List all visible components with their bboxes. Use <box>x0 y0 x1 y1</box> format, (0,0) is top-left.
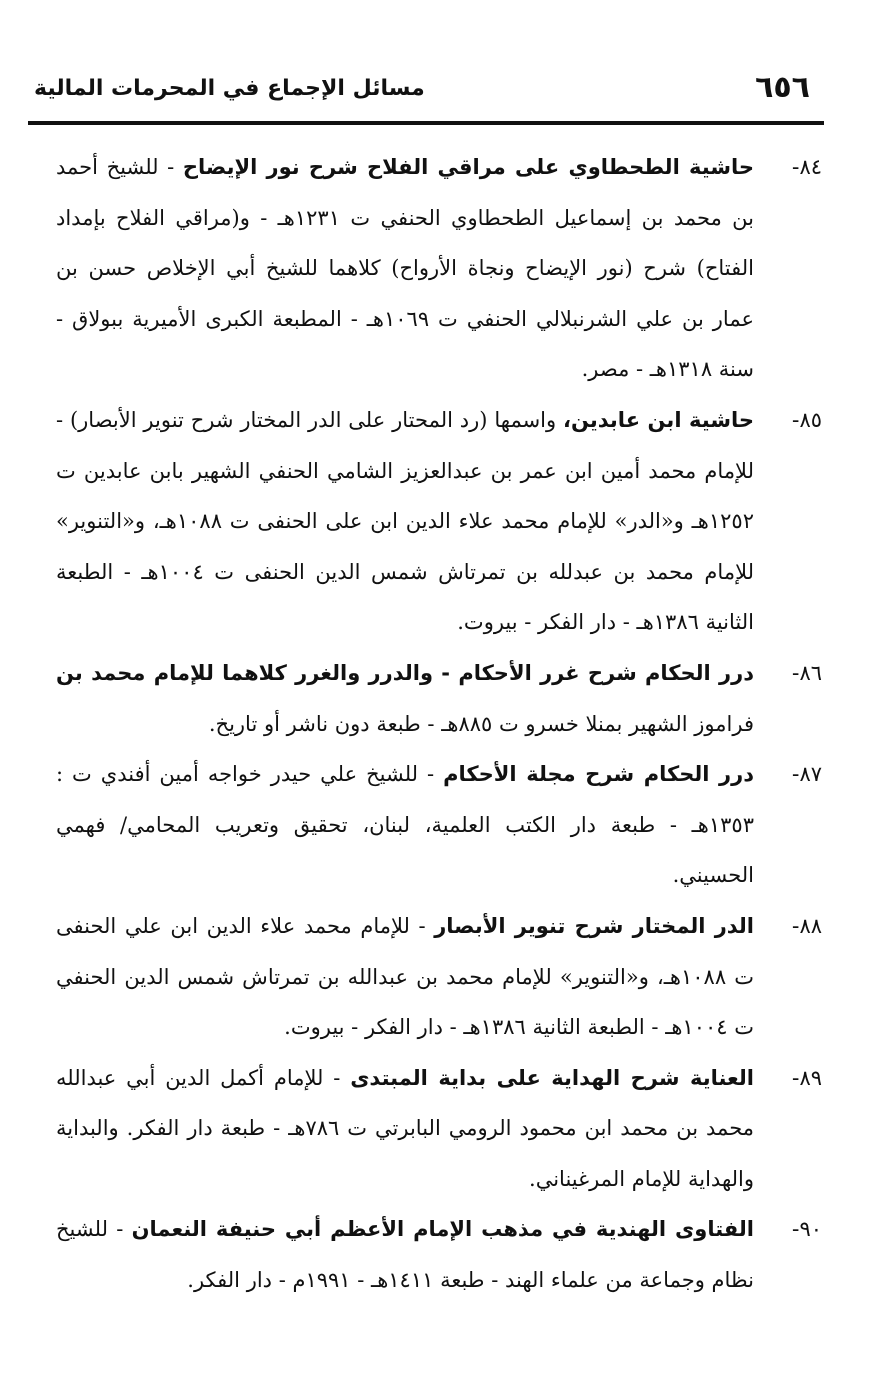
bibliography-entry <box>56 648 822 749</box>
page-header <box>28 66 824 118</box>
entry-number: ٨٤- <box>791 155 822 179</box>
bibliography-entry <box>56 749 822 901</box>
entry-number: ٨٩- <box>791 1065 822 1090</box>
entry-number: ٩٠- <box>791 1217 822 1242</box>
entry-title: العناية شرح الهداية على بداية المبتدى <box>350 1065 754 1090</box>
entry-title: حاشية ابن عابدين، <box>563 407 755 432</box>
bibliography-entry <box>56 1053 822 1205</box>
entry-details: - للإمام محمد علاء الدين ابن علي الحنفى ت ١٠٨٨هـ، و«التنوير» للإمام محمد بن عبدالله بن تمرتاش شمس الدين الحنفي ت ١٠٠٤هـ - الطبعة الثانية ١٣٨٦هـ - دار الفكر - بيروت. <box>56 913 754 1040</box>
bibliography-entry <box>56 901 822 1053</box>
bibliography-entry <box>56 1204 822 1305</box>
entry-details: - للشيخ علي حيدر خواجه أمين أفندي ت : ١٣٥٣هـ - طبعة دار الكتب العلمية، لبنان، تحقيق وتعريب المحامي/ فهمي الحسيني. <box>56 762 754 888</box>
entry-details: فراموز الشهير بمنلا خسرو ت ٨٨٥هـ - طبعة دون ناشر أو تاريخ. <box>208 711 754 736</box>
bibliography-entry <box>56 142 822 395</box>
bibliography-entry <box>56 395 822 648</box>
entry-number: ٨٨- <box>791 913 822 938</box>
header-rule <box>28 121 824 125</box>
entry-details: - للشيخ نظام وجماعة من علماء الهند - طبعة ١٤١١هـ - ١٩٩١م - دار الفكر. <box>56 1217 754 1293</box>
entry-title: الدر المختار شرح تنوير الأبصار <box>434 913 754 938</box>
entry-details: - للإمام أكمل الدين أبي عبدالله محمد بن محمد ابن محمود الرومي البابرتي ت ٧٨٦هـ - طبعة دار الفكر. والبداية والهداية للإمام المرغيناني. <box>56 1065 754 1191</box>
bibliography-list <box>56 142 822 1306</box>
entry-number: ٨٥- <box>791 407 822 432</box>
entry-details: واسمها (رد المحتار على الدر المختار شرح تنوير الأبصار) - للإمام محمد أمين ابن عمر بن عبدالعزيز الشامي الحنفي الشهير بابن عابدين ت ١٢٥٢هـ و«الدر» للإمام محمد علاء الدين ابن على الحنفى ت ١٠٨٨هـ، و«التنوير» للإمام محمد بن عبدلله بن تمرتاش شمس الدين الحنفى ت ١٠٠٤هـ - الطبعة الثانية ١٣٨٦هـ - دار الفكر - بيروت. <box>56 407 754 635</box>
entry-number: ٨٦- <box>791 660 822 685</box>
entry-title: درر الحكام شرح مجلة الأحكام <box>443 762 754 787</box>
entry-title: درر الحكام شرح غرر الأحكام - والدرر والغرر كلاهما للإمام محمد بن <box>56 660 754 685</box>
entry-title: حاشية الطحطاوي على مراقي الفلاح شرح نور الإيضاح <box>182 155 754 179</box>
entry-title: الفتاوى الهندية في مذهب الإمام الأعظم أبي حنيفة النعمان <box>131 1217 754 1242</box>
page-number: ٦٥٦ <box>755 70 810 105</box>
entry-number: ٨٧- <box>791 762 822 787</box>
entry-details: - للشيخ أحمد بن محمد بن إسماعيل الطحطاوي الحنفي ت ١٢٣١هـ - و(مراقي الفلاح بإمداد الفتاح) شرح (نور الإيضاح ونجاة الأرواح) كلاهما للشيخ أبي الإخلاص حسن بن عمار بن علي الشرنبلالي الحنفي ت ١٠٦٩هـ - المطبعة الكبرى الأميرية ببولاق - سنة ١٣١٨هـ - مصر. <box>56 155 754 382</box>
running-title: مسائل الإجماع في المحرمات المالية <box>34 76 425 101</box>
